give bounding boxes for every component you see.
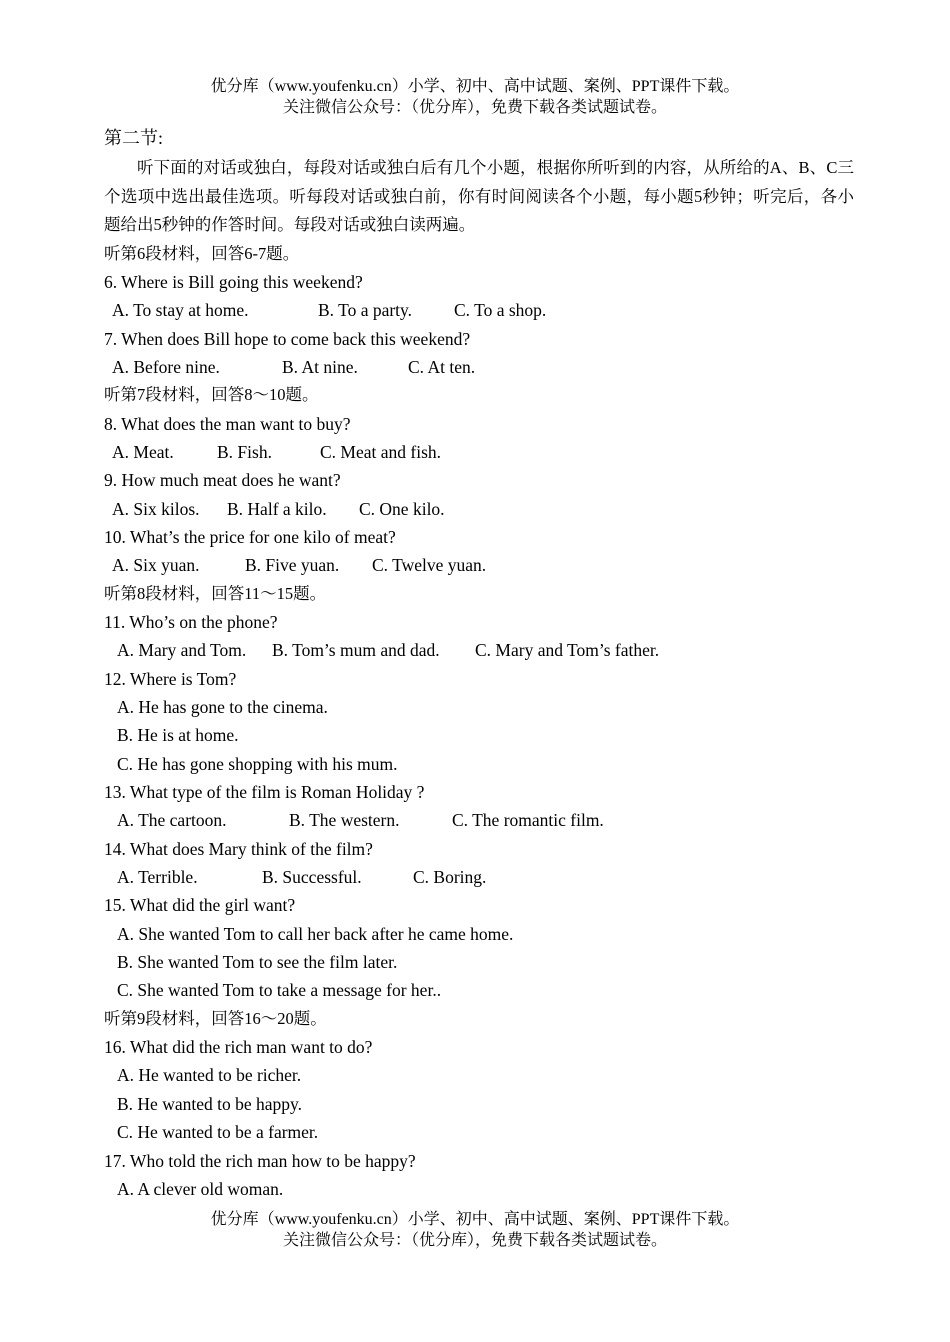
option-6c: C. To a shop.	[454, 300, 547, 321]
option-16b: B. He wanted to be happy.	[117, 1093, 302, 1114]
option-8b: B. Fish.	[217, 441, 272, 462]
option-11b: B. Tom’s mum and dad.	[272, 640, 440, 661]
option-16c: C. He wanted to be a farmer.	[117, 1122, 319, 1143]
options-14	[104, 863, 854, 891]
group-heading-8: 听第8段材料，回答11～15题。	[104, 583, 327, 603]
option-15a: A. She wanted Tom to call her back after he came home.	[117, 923, 514, 944]
group-heading-9: 听第9段材料，回答16～20题。	[104, 1008, 327, 1028]
options-7	[104, 353, 854, 381]
question-13: 13. What type of the film is Roman Holiday ?	[104, 782, 425, 803]
question-15: 15. What did the girl want?	[104, 895, 296, 916]
option-12a: A. He has gone to the cinema.	[117, 697, 328, 717]
option-7a: A. Before nine.	[112, 356, 220, 377]
options-10	[104, 551, 854, 579]
question-10: 10. What’s the price for one kilo of meat?	[104, 526, 396, 547]
option-15c: C. She wanted Tom to take a message for her..	[117, 980, 442, 1001]
option-9c: C. One kilo.	[359, 498, 445, 519]
option-14b: B. Successful.	[262, 867, 362, 888]
section-instructions: 听下面的对话或独白，每段对话或独白后有几个小题，根据你所听到的内容，从所给的A、B、C三个选项中选出最佳选项。听每段对话或独白前，你有时间阅读各个小题，每小题5秒钟；听完后，各小题给出5秒钟的作答时间。每段对话或独白读两遍。	[104, 158, 854, 234]
footer-banner	[0, 1209, 950, 1251]
option-17a: A. A clever old woman.	[117, 1178, 284, 1199]
option-16a: A. He wanted to be richer.	[117, 1065, 302, 1086]
footer-line-1: 优分库（www.youfenku.cn）小学、初中、高中试题、案例、PPT课件下载。	[210, 1211, 740, 1228]
option-13b: B. The western.	[289, 810, 400, 831]
option-8a: A. Meat.	[112, 441, 174, 462]
question-11: 11. Who’s on the phone?	[104, 611, 278, 632]
option-10b: B. Five yuan.	[245, 555, 340, 576]
banner-line-1: 优分库（www.youfenku.cn）小学、初中、高中试题、案例、PPT课件下载。	[210, 78, 740, 95]
group-heading-6: 听第6段材料，回答6-7题。	[104, 243, 300, 263]
question-9: 9. How much meat does he want?	[104, 470, 341, 491]
question-14: 14. What does Mary think of the film?	[104, 838, 373, 859]
footer-line-2: 关注微信公众号：（优分库），免费下载各类试题试卷。	[282, 1232, 667, 1249]
option-13c: C. The romantic film.	[452, 810, 604, 831]
question-8: 8. What does the man want to buy?	[104, 413, 351, 434]
option-6b: B. To a party.	[318, 300, 413, 321]
options-6	[104, 296, 854, 324]
options-13	[104, 806, 854, 834]
option-14a: A. Terrible.	[117, 867, 198, 888]
banner-line-2: 关注微信公众号：（优分库），免费下载各类试题试卷。	[282, 99, 667, 116]
section-title: 第二节:	[104, 128, 164, 148]
option-7b: B. At nine.	[282, 356, 358, 377]
question-7: 7. When does Bill hope to come back this weekend?	[104, 328, 471, 349]
option-10c: C. Twelve yuan.	[372, 555, 487, 576]
option-15b: B. She wanted Tom to see the film later.	[117, 952, 398, 973]
question-12: 12. Where is Tom?	[104, 668, 237, 689]
option-7c: C. At ten.	[408, 356, 476, 377]
option-13a: A. The cartoon.	[117, 810, 227, 831]
exam-content	[104, 124, 854, 1203]
option-8c: C. Meat and fish.	[320, 441, 442, 462]
option-9a: A. Six kilos.	[112, 498, 200, 519]
option-11a: A. Mary and Tom.	[117, 640, 247, 661]
option-6a: A. To stay at home.	[112, 300, 249, 321]
option-12c: C. He has gone shopping with his mum.	[117, 753, 398, 774]
question-6: 6. Where is Bill going this weekend?	[104, 271, 363, 292]
option-12b: B. He is at home.	[117, 725, 239, 746]
question-17: 17. Who told the rich man how to be happy?	[104, 1150, 416, 1171]
options-9	[104, 495, 854, 523]
option-11c: C. Mary and Tom’s father.	[475, 640, 660, 661]
group-heading-7: 听第7段材料，回答8～10题。	[104, 385, 319, 405]
header-banner	[0, 76, 950, 118]
options-8	[104, 438, 854, 466]
question-16: 16. What did the rich man want to do?	[104, 1037, 373, 1058]
option-9b: B. Half a kilo.	[227, 498, 327, 519]
option-14c: C. Boring.	[413, 867, 487, 888]
options-11	[104, 636, 854, 664]
option-10a: A. Six yuan.	[112, 555, 200, 576]
